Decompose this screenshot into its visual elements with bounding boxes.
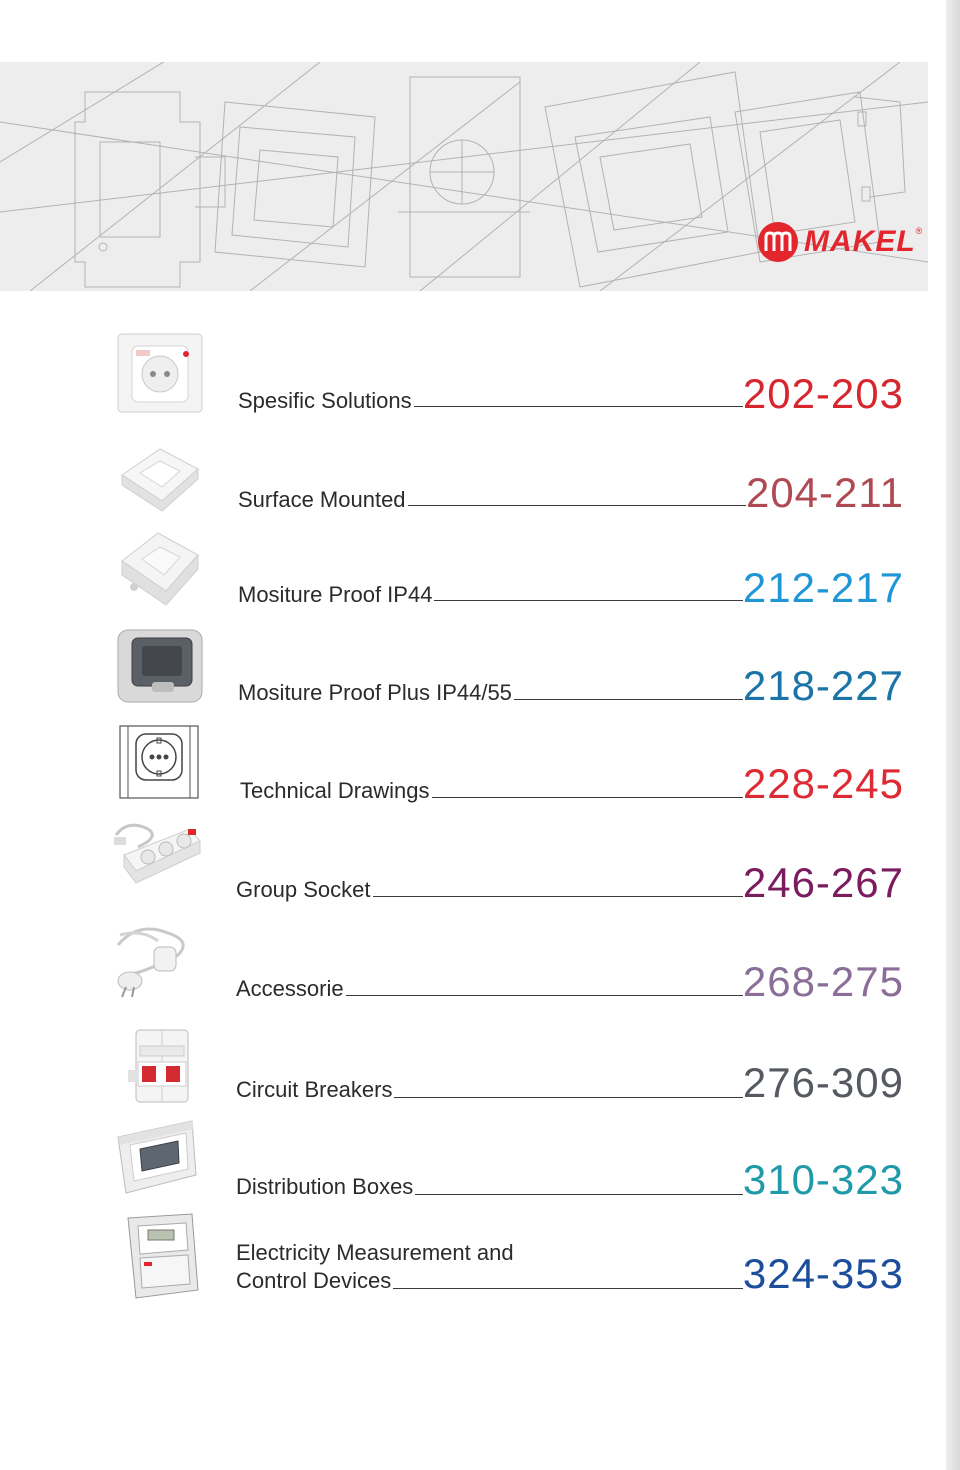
toc-label: Distribution Boxes (236, 1174, 414, 1199)
makel-logo-wordmark: MAKEL (804, 225, 916, 258)
power-strip-product-icon (108, 815, 204, 899)
circuit-breaker-product-icon (108, 1022, 204, 1106)
registered-mark: ® (915, 226, 923, 236)
moisture-switch-product-icon (108, 525, 204, 609)
makel-logo (758, 220, 928, 264)
toc-page-range: 268-275 (742, 958, 904, 1005)
toc-label-line2: Control Devices (236, 1268, 392, 1293)
toc-label: Group Socket (236, 877, 371, 902)
flush-socket-product-icon (108, 330, 204, 414)
ip55-switch-product-icon (108, 622, 204, 706)
toc-label: Technical Drawings (240, 778, 430, 803)
toc-label: Surface Mounted (238, 487, 406, 512)
surface-switch-product-icon (108, 435, 204, 519)
toc-label: Mositure Proof IP44 (238, 582, 433, 607)
socket-drawing-icon (108, 722, 204, 806)
toc-label: Spesific Solutions (238, 388, 412, 413)
toc-page-range: 212-217 (742, 564, 904, 611)
toc-label-line1: Electricity Measurement and (236, 1240, 514, 1265)
electricity-meter-product-icon (108, 1210, 204, 1302)
toc-page-range: 228-245 (742, 760, 904, 807)
toc-page-range: 202-203 (742, 370, 904, 417)
toc-label: Mositure Proof Plus IP44/55 (238, 680, 512, 705)
distribution-box-product-icon (108, 1115, 204, 1199)
toc-page-range: 324-353 (742, 1250, 904, 1297)
makel-logo-mark-icon (758, 222, 798, 262)
toc-label: Accessorie (236, 976, 344, 1001)
toc-page-range: 310-323 (742, 1156, 904, 1203)
toc-page-range: 276-309 (742, 1059, 904, 1106)
toc-page-range: 218-227 (742, 662, 904, 709)
toc-label: Circuit Breakers (236, 1077, 393, 1102)
page-edge-strip (946, 0, 960, 1470)
toc-page-range: 204-211 (745, 469, 904, 516)
plug-cable-product-icon (108, 915, 204, 999)
toc-page-range: 246-267 (742, 859, 904, 906)
